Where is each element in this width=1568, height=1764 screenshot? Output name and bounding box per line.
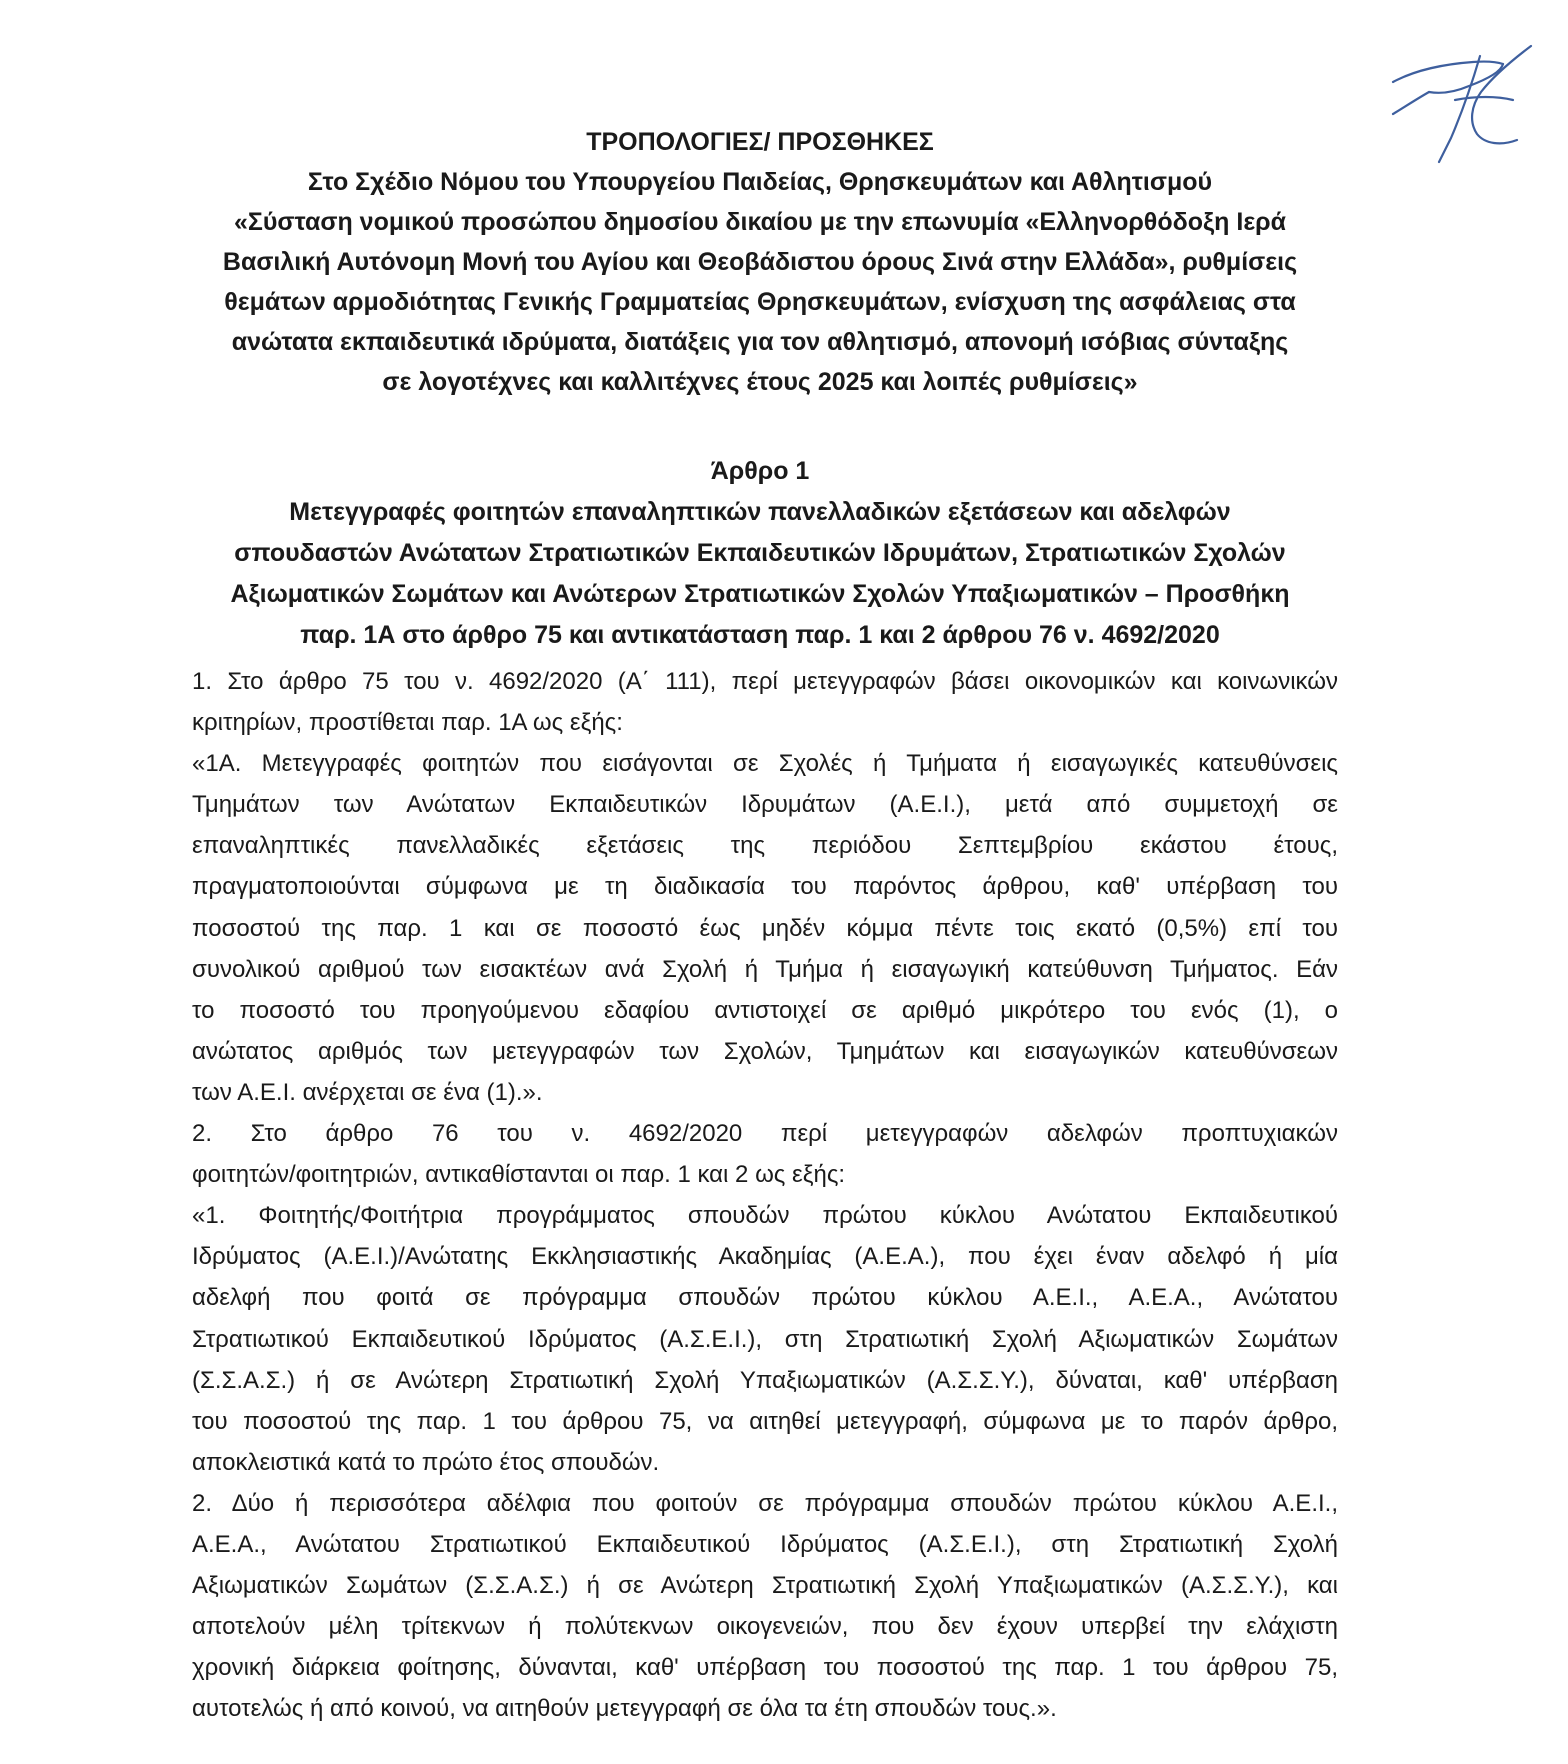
body-line: Α.Ε.Α., Ανώτατου Στρατιωτικού Εκπαιδευτικού Ιδρύματος (Α.Σ.Ε.Ι.), στη Στρατιωτική Σχολή bbox=[192, 1530, 1338, 1558]
body-line: αποτελούν μέλη τρίτεκνων ή πολύτεκνων οικογενειών, που δεν έχουν υπερβεί την ελάχιστη bbox=[192, 1613, 1338, 1641]
body-line: (Σ.Σ.Α.Σ.) ή σε Ανώτερη Στρατιωτική Σχολή Υπαξιωματικών (Α.Σ.Σ.Υ.), δύναται, καθ' υπέρβαση bbox=[192, 1366, 1338, 1394]
header-line: Βασιλική Αυτόνομη Μονή του Αγίου και Θεοβάδιστου όρους Σινά στην Ελλάδα», ρυθμίσεις bbox=[222, 248, 1298, 276]
body-line: Ιδρύματος (Α.Ε.Ι.)/Ανώτατης Εκκλησιαστικής Ακαδημίας (Α.Ε.Α.), που έχει έναν αδελφό ή μία bbox=[192, 1243, 1338, 1271]
article-heading bbox=[180, 492, 1340, 656]
body-line: Στρατιωτικού Εκπαιδευτικού Ιδρύματος (Α.Σ.Ε.Ι.), στη Στρατιωτική Σχολή Αξιωματικών Σωμάτων bbox=[192, 1325, 1338, 1353]
body-line: αδελφή που φοιτά σε πρόγραμμα σπουδών πρώτου κύκλου Α.Ε.Ι., Α.Ε.Α., Ανώτατου bbox=[192, 1284, 1338, 1312]
body-line: πραγματοποιούνται σύμφωνα με τη διαδικασία του παρόντος άρθρου, καθ' υπέρβαση του bbox=[192, 873, 1338, 901]
article-body bbox=[192, 661, 1338, 1729]
article-heading-line: σπουδαστών Ανώτατων Στρατιωτικών Εκπαιδευτικών Ιδρυμάτων, Στρατιωτικών Σχολών bbox=[234, 539, 1286, 567]
body-line: του ποσοστού της παρ. 1 του άρθρου 75, να αιτηθεί μετεγγραφή, σύμφωνα με το παρόν άρθρο, bbox=[192, 1407, 1338, 1435]
header-title: ΤΡΟΠΟΛΟΓΙΕΣ/ ΠΡΟΣΘΗΚΕΣ bbox=[586, 128, 934, 156]
document-header bbox=[180, 122, 1340, 402]
body-line: συνολικού αριθμού των εισακτέων ανά Σχολή ή Τμήμα ή εισαγωγική κατεύθυνση Τμήματος. Εάν bbox=[192, 955, 1338, 983]
article-heading-line: παρ. 1Α στο άρθρο 75 και αντικατάσταση παρ. 1 και 2 άρθρου 76 ν. 4692/2020 bbox=[300, 621, 1220, 649]
body-line: το ποσοστό του προηγούμενου εδαφίου αντιστοιχεί σε αριθμό μικρότερο του ενός (1), ο bbox=[192, 996, 1338, 1024]
body-line: χρονική διάρκεια φοίτησης, δύνανται, καθ' υπέρβαση του ποσοστού της παρ. 1 του άρθρου 75, bbox=[192, 1654, 1338, 1682]
header-line: Στο Σχέδιο Νόμου του Υπουργείου Παιδείας, Θρησκευμάτων και Αθλητισμού bbox=[307, 168, 1213, 196]
header-line: «Σύσταση νομικού προσώπου δημοσίου δικαίου με την επωνυμία «Ελληνορθόδοξη Ιερά bbox=[233, 208, 1287, 236]
body-line: «1Α. Μετεγγραφές φοιτητών που εισάγονται σε Σχολές ή Τμήματα ή εισαγωγικές κατευθύνσεις bbox=[192, 750, 1338, 778]
handwritten-signature-icon bbox=[1385, 40, 1535, 170]
article-heading-line: Μετεγγραφές φοιτητών επαναληπτικών πανελλαδικών εξετάσεων και αδελφών bbox=[289, 498, 1231, 526]
article-title: Άρθρο 1 bbox=[710, 457, 810, 485]
header-line: σε λογοτέχνες και καλλιτέχνες έτους 2025 και λοιπές ρυθμίσεις» bbox=[382, 368, 1138, 396]
body-line: 2. Δύο ή περισσότερα αδέλφια που φοιτούν σε πρόγραμμα σπουδών πρώτου κύκλου Α.Ε.Ι., bbox=[192, 1489, 1338, 1517]
body-line: 1. Στο άρθρο 75 του ν. 4692/2020 (Α΄ 111), περί μετεγγραφών βάσει οικονομικών και κοινωνικών bbox=[192, 668, 1338, 695]
body-line: 2. Στο άρθρο 76 του ν. 4692/2020 περί μετεγγραφών αδελφών προπτυχιακών bbox=[192, 1120, 1338, 1148]
body-line: ποσοστού της παρ. 1 και σε ποσοστό έως μηδέν κόμμα πέντε τοις εκατό (0,5%) επί του bbox=[192, 914, 1338, 942]
body-line: αυτοτελώς ή από κοινού, να αιτηθούν μετεγγραφή σε όλα τα έτη σπουδών τους.». bbox=[192, 1695, 1057, 1723]
body-line: των Α.Ε.Ι. ανέρχεται σε ένα (1).». bbox=[192, 1078, 543, 1106]
body-line: ανώτατος αριθμός των μετεγγραφών των Σχολών, Τμημάτων και εισαγωγικών κατευθύνσεων bbox=[192, 1037, 1338, 1065]
body-line: επαναληπτικές πανελλαδικές εξετάσεις της περιόδου Σεπτεμβρίου εκάστου έτους, bbox=[192, 832, 1338, 860]
body-line: «1. Φοιτητής/Φοιτήτρια προγράμματος σπουδών πρώτου κύκλου Ανώτατου Εκπαιδευτικού bbox=[192, 1202, 1338, 1230]
body-line: Τμημάτων των Ανώτατων Εκπαιδευτικών Ιδρυμάτων (Α.Ε.Ι.), μετά από συμμετοχή σε bbox=[192, 791, 1338, 819]
body-line: αποκλειστικά κατά το πρώτο έτος σπουδών. bbox=[192, 1448, 660, 1476]
body-line: κριτηρίων, προστίθεται παρ. 1Α ως εξής: bbox=[192, 709, 623, 737]
header-line: θεμάτων αρμοδιότητας Γενικής Γραμματείας Θρησκευμάτων, ενίσχυση της ασφάλειας στα bbox=[224, 288, 1296, 316]
body-line: φοιτητών/φοιτητριών, αντικαθίστανται οι παρ. 1 και 2 ως εξής: bbox=[192, 1161, 846, 1189]
article-heading-line: Αξιωματικών Σωμάτων και Ανώτερων Στρατιωτικών Σχολών Υπαξιωματικών – Προσθήκη bbox=[230, 580, 1290, 608]
header-line: ανώτατα εκπαιδευτικά ιδρύματα, διατάξεις για τον αθλητισμό, απονομή ισόβιας σύνταξης bbox=[231, 328, 1289, 356]
body-line: Αξιωματικών Σωμάτων (Σ.Σ.Α.Σ.) ή σε Ανώτερη Στρατιωτική Σχολή Υπαξιωματικών (Α.Σ.Σ.Υ.), και bbox=[192, 1572, 1338, 1600]
